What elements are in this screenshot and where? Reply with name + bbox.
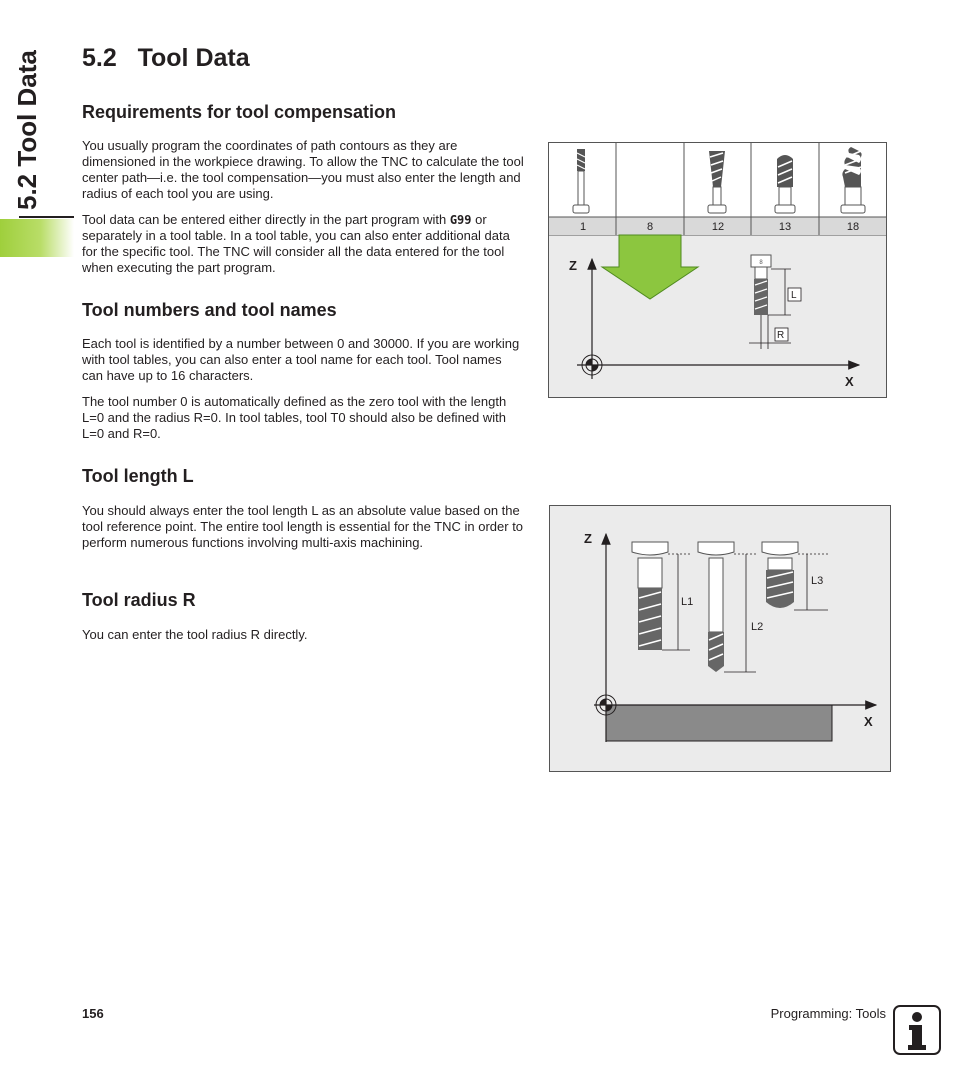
tool-length-figure [549,505,891,772]
paragraph-text: Tool data can be entered either directly in the part program with [82,212,450,227]
paragraph-numbers-2: The tool number 0 is automatically defined as the zero tool with the length L=0 and the radius R=0. In tool tables, tool T0 should also be defined with L=0 and R=0. [82,394,507,441]
paragraph-text: or separately in a tool table. In a tool table, you can also enter additional data for the specific tool. The TNC will consider all the data entered for the tool when executing the part program. [82,212,510,275]
slot-number: 8 [646,221,654,233]
slot-number: 1 [579,221,587,233]
heading-tool-radius: Tool radius R [82,590,196,610]
ball-mill-tool-icon [762,542,798,608]
heading-tool-numbers: Tool numbers and tool names [82,300,337,320]
chapter-title: Programming: Tools [770,1006,886,1021]
length-label-l3: L3 [811,575,824,587]
slot-number: 12 [711,221,725,233]
paragraph-radius-1: You can enter the tool radius R directly. [82,627,308,642]
side-tab-rule [19,216,74,218]
heading-tool-compensation: Requirements for tool compensation [82,102,397,122]
heading-tool-length: Tool length L [82,466,194,486]
g99-code: G99 [449,213,472,227]
end-mill-tool-icon [632,542,668,650]
z-axis-label: Z [569,258,577,273]
paragraph-compensation-2 [82,212,524,276]
tool-selection-figure [548,142,887,398]
paragraph-compensation-1: You usually program the coordinates of path contours as they are dimensioned in the workpiece drawing. To allow the TNC to calculate the tool center path—i.e. the tool compensation—you must also enter the length and radius of each tool you are using. [82,138,524,201]
selected-tool-number: 8 [759,260,763,266]
side-tab-label: 5.2 Tool Data [12,50,42,210]
x-axis-label: X [845,374,854,389]
drill-tool-icon [698,542,734,672]
length-label: L [791,290,797,301]
page-title: 5.2 Tool Data [82,44,250,72]
tool-select-arrow [602,235,698,299]
side-tab-marker [0,219,74,257]
tool-selection-diagram [549,143,887,398]
slot-number: 13 [778,221,792,233]
workpiece [606,705,832,741]
z-axis-label: Z [584,531,592,546]
side-tab [0,0,74,260]
radius-label: R [777,330,785,341]
paragraph-numbers-1: Each tool is identified by a number between 0 and 30000. If you are working with tool tables, you can also enter a tool name for each tool. Tool names can have up to 16 characters. [82,336,520,383]
selected-tool-icon [751,255,771,315]
info-icon [893,1005,941,1055]
x-axis-label: X [864,714,873,729]
paragraph-length-1: You should always enter the tool length L as an absolute value based on the tool reference point. The entire tool length is essential for the TNC in order to perform numerous functions involving multi-axis machining. [82,503,524,550]
slot-number: 18 [846,221,860,233]
length-label-l1: L1 [681,596,694,608]
page-number: 156 [82,1006,104,1021]
tool-length-diagram [550,506,891,772]
length-label-l2: L2 [751,621,764,633]
